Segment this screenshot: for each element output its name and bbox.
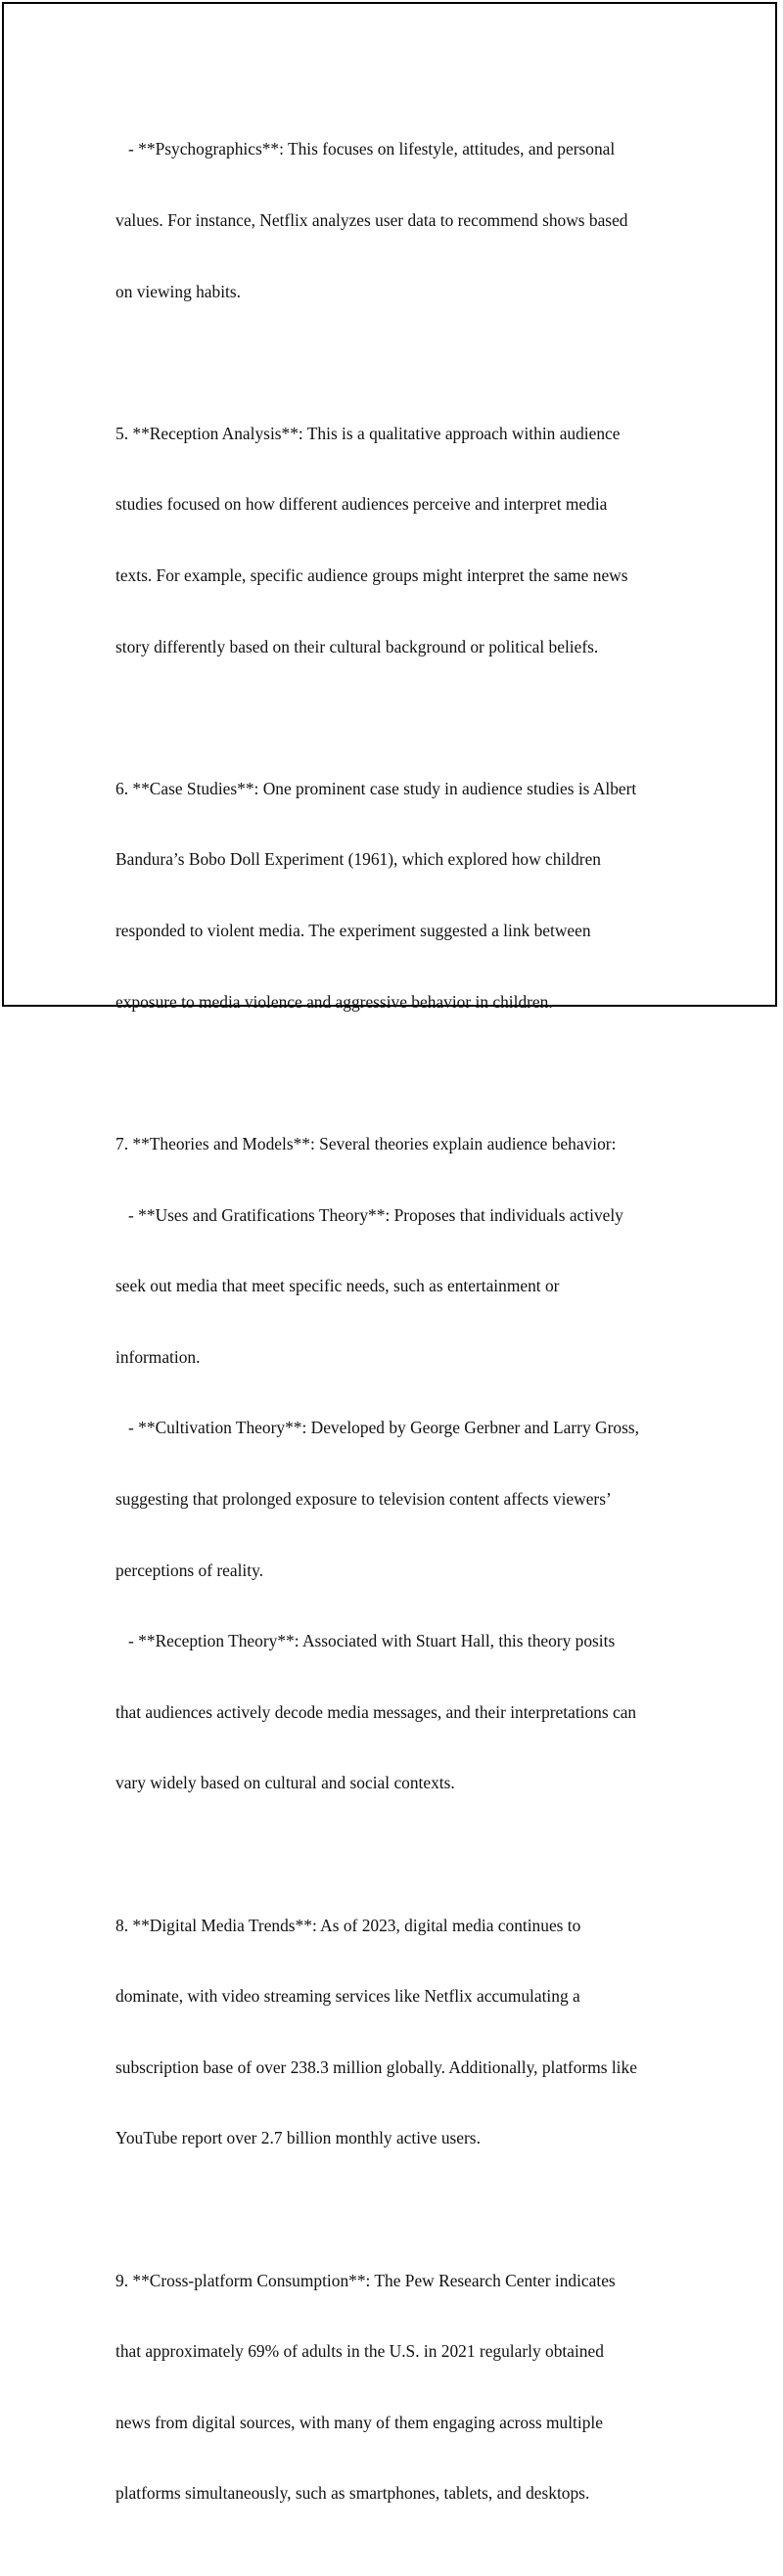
text-line: perceptions of reality. [115,1559,263,1580]
text-line: 8. **Digital Media Trends**: As of 2023, digital media continues to [115,1915,581,1935]
text-line: news from digital sources, with many of them engaging across multiple [115,2412,603,2432]
text-line: 7. **Theories and Models**: Several theories explain audience behavior: [115,1133,617,1153]
text-line: 9. **Cross-platform Consumption**: The Pew Research Center indicates [115,2270,616,2290]
paragraph-case-studies [115,729,683,1061]
text-line: 6. **Case Studies**: One prominent case study in audience studies is Albert [115,778,637,798]
text-line: that audiences actively decode media messages, and their interpretations can [115,1701,637,1722]
text-line: - **Psychographics**: This focuses on lifestyle, attitudes, and personal [115,139,616,159]
text-line: values. For instance, Netflix analyzes user data to recommend shows based [115,210,628,231]
text-line: subscription base of over 238.3 million globally. Additionally, platforms like [115,2056,637,2077]
paragraph-digital-media-trends [115,1866,683,2197]
paragraph-psychographics [115,90,683,350]
document-body [115,90,683,2576]
text-line: studies focused on how different audiences perceive and interpret media [115,494,608,515]
text-line: texts. For example, specific audience groups might interpret the same news [115,565,628,586]
text-line: suggesting that prolonged exposure to television content affects viewers’ [115,1488,612,1509]
paragraph-reception-analysis [115,374,683,705]
text-line: exposure to media violence and aggressive behavior in children. [115,991,553,1012]
text-line: story differently based on their cultural background or political beliefs. [115,636,599,656]
text-line: Bandura’s Bobo Doll Experiment (1961), which explored how children [115,849,602,870]
text-line: - **Uses and Gratifications Theory**: Proposes that individuals actively [115,1204,623,1225]
text-line: platforms simultaneously, such as smartphones, tablets, and desktops. [115,2483,590,2504]
text-line: seek out media that meet specific needs, such as entertainment or [115,1276,560,1296]
text-line: responded to violent media. The experiment suggested a link between [115,921,591,941]
paragraph-theories-and-models [115,1084,683,1842]
text-line: - **Reception Theory**: Associated with Stuart Hall, this theory posits [115,1631,616,1651]
text-line: 5. **Reception Analysis**: This is a qualitative approach within audience [115,423,621,443]
paragraph-cross-platform-consumption [115,2221,683,2553]
text-line: on viewing habits. [115,281,242,301]
text-line: YouTube report over 2.7 billion monthly active users. [115,2128,481,2148]
text-line: dominate, with video streaming services like Netflix accumulating a [115,1986,580,2007]
text-line: information. [115,1346,201,1367]
text-line: that approximately 69% of adults in the U.S. in 2021 regularly obtained [115,2341,604,2362]
text-line: - **Cultivation Theory**: Developed by George Gerbner and Larry Gross, [115,1418,639,1438]
text-line: vary widely based on cultural and social contexts. [115,1773,455,1793]
